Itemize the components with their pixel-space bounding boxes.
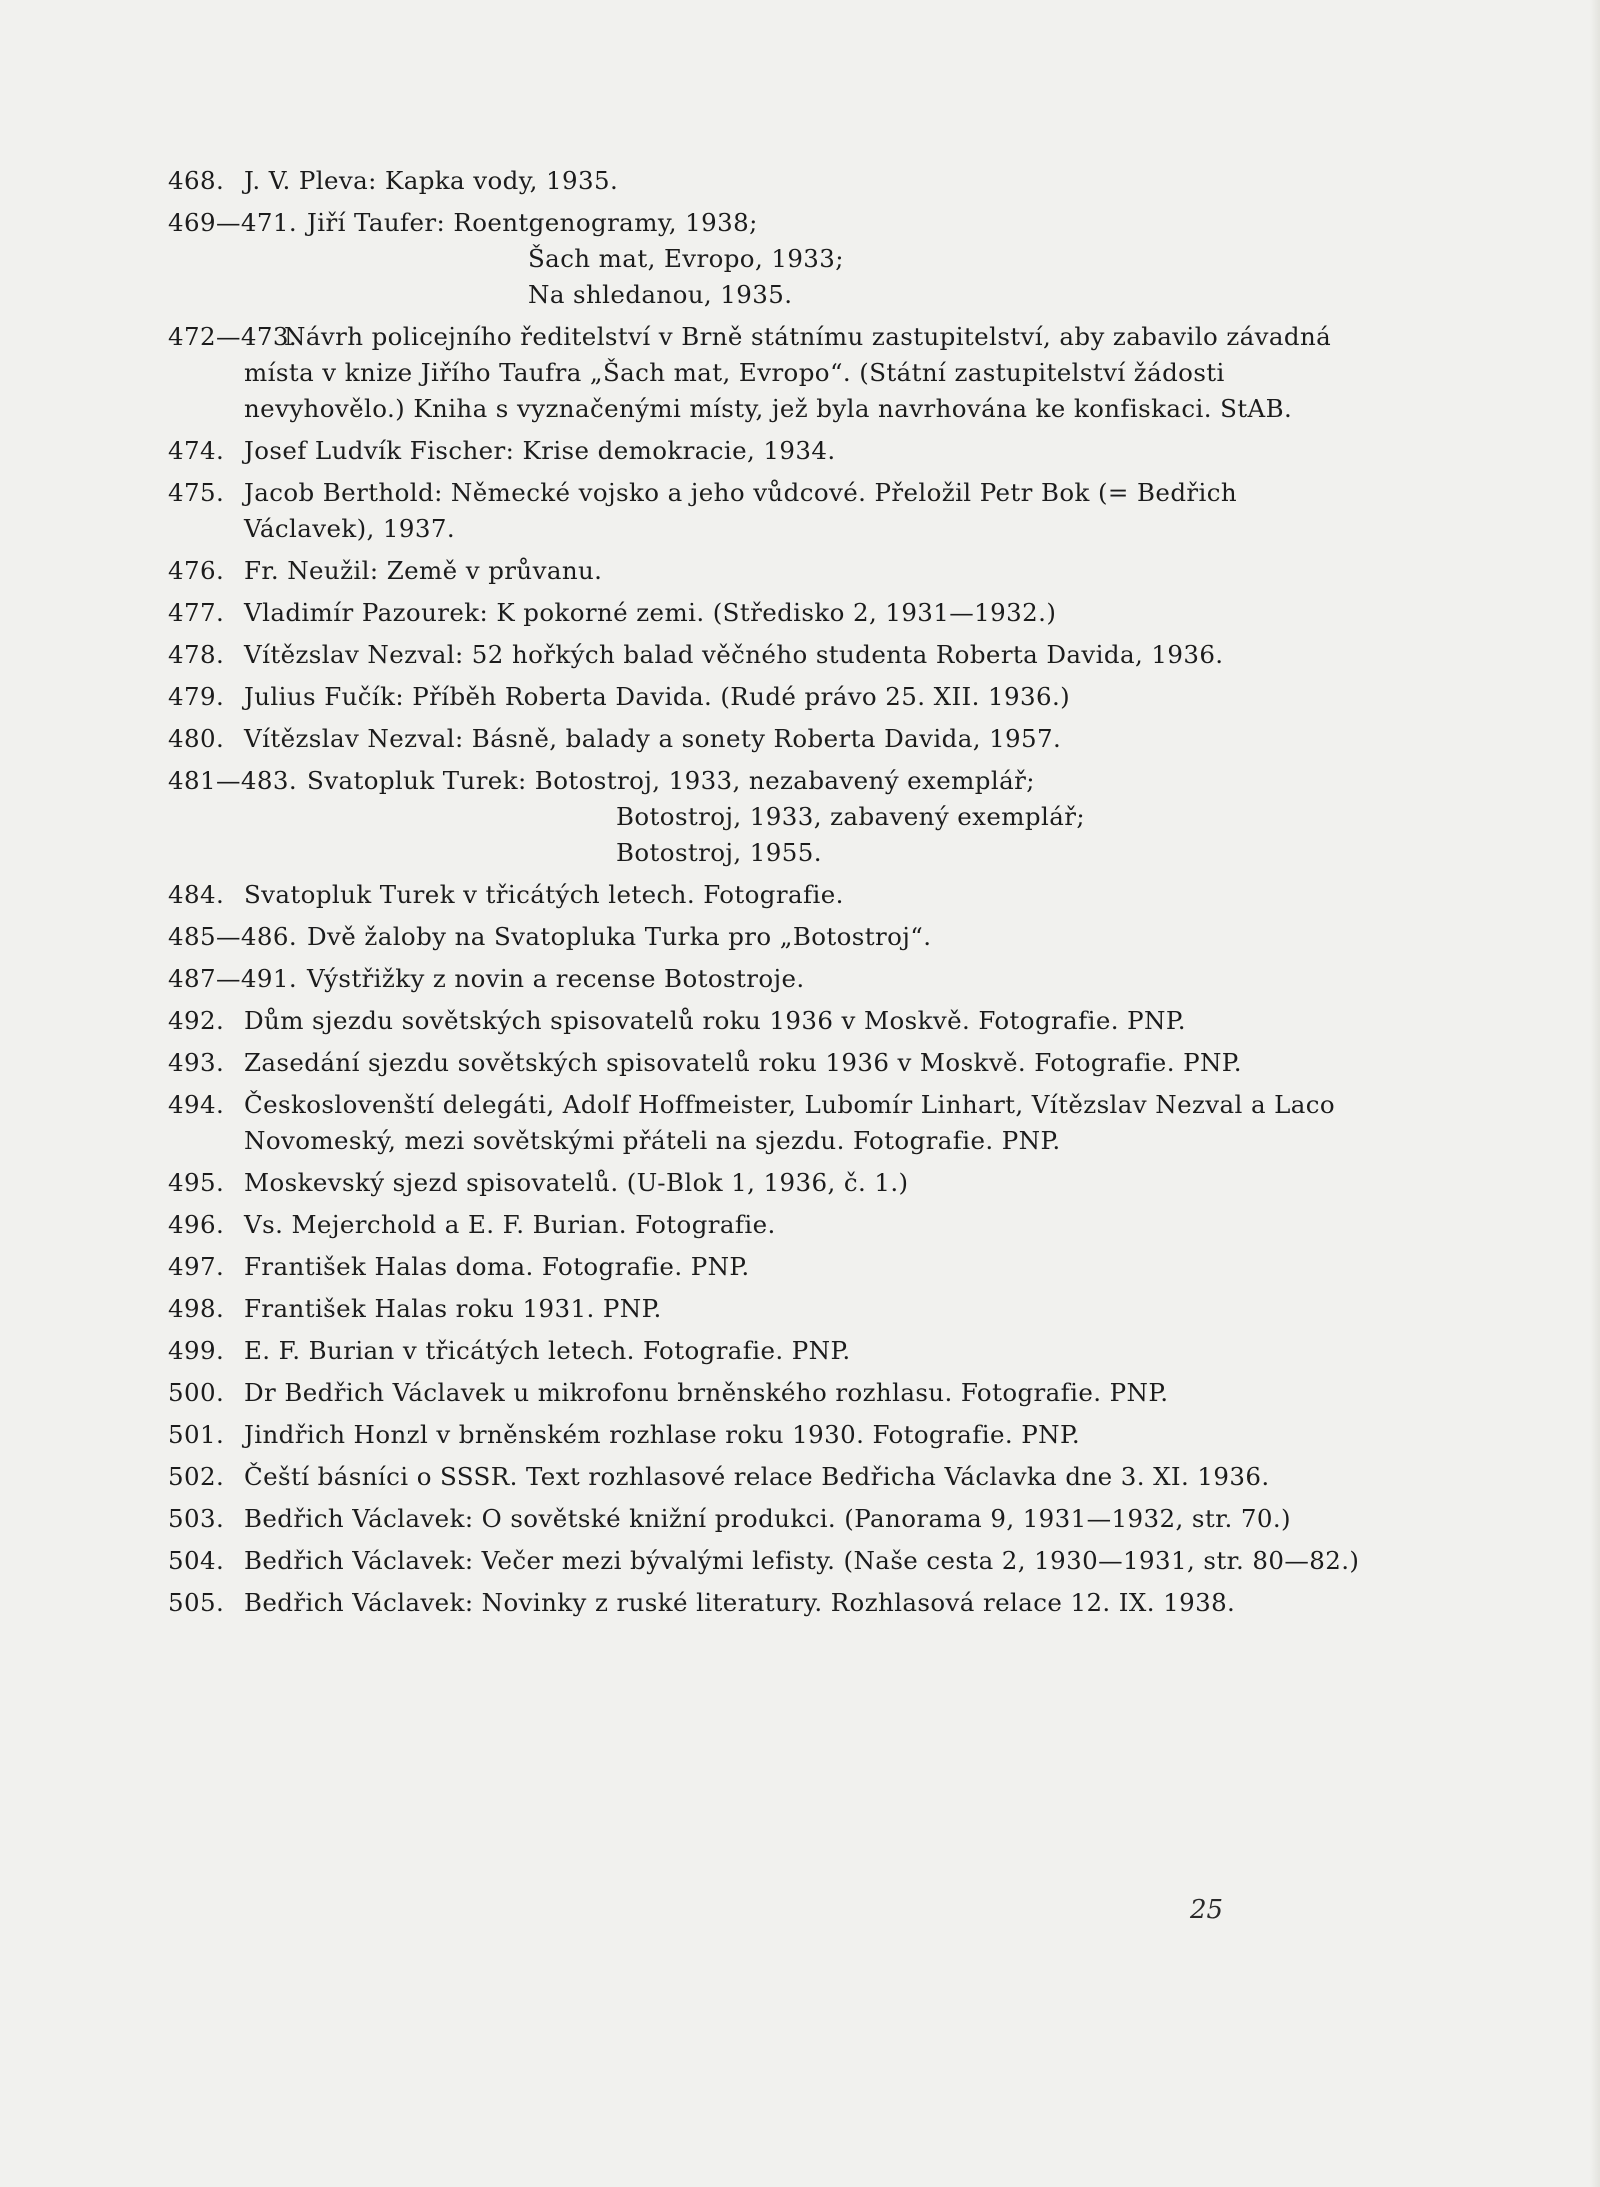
entry-text: Dům sjezdu sovětských spisovatelů roku 1936 v Moskvě. Fotografie. PNP. xyxy=(244,1006,1186,1035)
entry-number: 505. xyxy=(168,1588,225,1617)
catalog-entry xyxy=(168,595,1368,631)
entry-text: Moskevský sjezd spisovatelů. (U-Blok 1, 1936, č. 1.) xyxy=(244,1168,909,1197)
catalog-entry xyxy=(168,763,1368,871)
catalog-entry xyxy=(168,1087,1368,1159)
catalog-entry xyxy=(168,1165,1368,1201)
entry-text: Zasedání sjezdu sovětských spisovatelů roku 1936 v Moskvě. Fotografie. PNP. xyxy=(244,1048,1242,1077)
catalog-entry xyxy=(168,877,1368,913)
page-number: 25 xyxy=(1190,1895,1224,1925)
entry-text: E. F. Burian v třicátých letech. Fotografie. PNP. xyxy=(244,1336,851,1365)
catalog-entry xyxy=(168,1417,1368,1453)
catalog-entry xyxy=(168,637,1368,673)
entry-text: Dvě žaloby na Svatopluka Turka pro „Botostroj“. xyxy=(307,922,932,951)
entry-number: 492. xyxy=(168,1006,225,1035)
entry-text: Bedřich Václavek: Večer mezi bývalými lefisty. (Naše cesta 2, 1930—1931, str. 80—82.) xyxy=(244,1546,1360,1575)
catalog-entry xyxy=(168,1291,1368,1327)
entry-text: Svatopluk Turek: Botostroj, 1933, nezabavený exemplář; xyxy=(307,766,1035,795)
entry-number: 468. xyxy=(168,166,225,195)
catalog-entry xyxy=(168,1585,1368,1621)
catalog-entry xyxy=(168,475,1368,547)
entry-number: 469—471. xyxy=(168,208,298,237)
catalog-entry xyxy=(168,1045,1368,1081)
entry-number: 501. xyxy=(168,1420,225,1449)
entry-text: Julius Fučík: Příběh Roberta Davida. (Rudé právo 25. XII. 1936.) xyxy=(244,682,1071,711)
entry-text: Vs. Mejerchold a E. F. Burian. Fotografie. xyxy=(244,1210,776,1239)
entry-text: J. V. Pleva: Kapka vody, 1935. xyxy=(244,166,619,195)
entry-number: 475. xyxy=(168,478,225,507)
entry-number: 500. xyxy=(168,1378,225,1407)
entry-text: Bedřich Václavek: Novinky z ruské literatury. Rozhlasová relace 12. IX. 1938. xyxy=(244,1588,1236,1617)
entry-number: 476. xyxy=(168,556,225,585)
entry-text: Čeští básníci o SSSR. Text rozhlasové relace Bedřicha Václavka dne 3. XI. 1936. xyxy=(244,1462,1270,1491)
entry-continuation: Botostroj, 1955. xyxy=(616,838,822,867)
catalog-entries xyxy=(168,163,1368,1627)
entry-number: 496. xyxy=(168,1210,225,1239)
entry-number: 487—491. xyxy=(168,964,298,993)
catalog-entry xyxy=(168,679,1368,715)
entry-continuation: Šach mat, Evropo, 1933; xyxy=(528,244,844,273)
entry-text: Vladimír Pazourek: K pokorné zemi. (Středisko 2, 1931—1932.) xyxy=(244,598,1057,627)
entry-number: 493. xyxy=(168,1048,225,1077)
catalog-entry xyxy=(168,1375,1368,1411)
catalog-entry xyxy=(168,319,1368,427)
catalog-entry xyxy=(168,1207,1368,1243)
catalog-entry xyxy=(168,1333,1368,1369)
entry-text: Jindřich Honzl v brněnském rozhlase roku 1930. Fotografie. PNP. xyxy=(244,1420,1081,1449)
catalog-entry xyxy=(168,553,1368,589)
entry-number: 499. xyxy=(168,1336,225,1365)
entry-number: 503. xyxy=(168,1504,225,1533)
catalog-entry xyxy=(168,961,1368,997)
entry-number: 477. xyxy=(168,598,225,627)
entry-text: Bedřich Václavek: O sovětské knižní produkci. (Panorama 9, 1931—1932, str. 70.) xyxy=(244,1504,1292,1533)
catalog-entry xyxy=(168,1249,1368,1285)
entry-number: 480. xyxy=(168,724,225,753)
catalog-entry xyxy=(168,1003,1368,1039)
entry-number: 502. xyxy=(168,1462,225,1491)
entry-number: 485—486. xyxy=(168,922,298,951)
entry-text: Vítězslav Nezval: 52 hořkých balad věčného studenta Roberta Davida, 1936. xyxy=(244,640,1224,669)
entry-text: František Halas doma. Fotografie. PNP. xyxy=(244,1252,750,1281)
catalog-entry xyxy=(168,721,1368,757)
entry-text: Fr. Neužil: Země v průvanu. xyxy=(244,556,603,585)
entry-number: 498. xyxy=(168,1294,225,1323)
page-edge xyxy=(1590,0,1600,2187)
catalog-entry xyxy=(168,163,1368,199)
entry-number: 474. xyxy=(168,436,225,465)
entry-text: Josef Ludvík Fischer: Krise demokracie, 1934. xyxy=(244,436,836,465)
entry-continuation: Botostroj, 1933, zabavený exemplář; xyxy=(616,802,1086,831)
catalog-entry xyxy=(168,1459,1368,1495)
entry-number: 472—473. xyxy=(168,322,298,351)
entry-number: 495. xyxy=(168,1168,225,1197)
entry-number: 497. xyxy=(168,1252,225,1281)
entry-text: Dr Bedřich Václavek u mikrofonu brněnského rozhlasu. Fotografie. PNP. xyxy=(244,1378,1169,1407)
entry-text: František Halas roku 1931. PNP. xyxy=(244,1294,662,1323)
entry-number: 494. xyxy=(168,1090,225,1119)
entry-number: 478. xyxy=(168,640,225,669)
catalog-entry xyxy=(168,433,1368,469)
entry-text: Výstřižky z novin a recense Botostroje. xyxy=(307,964,805,993)
entry-text: Českoslovenští delegáti, Adolf Hoffmeister, Lubomír Linhart, Vítězslav Nezval a Laco Novomeský, mezi sovětskými přáteli na sjezdu. Fotografie. PNP. xyxy=(244,1090,1336,1155)
entry-text: Svatopluk Turek v třicátých letech. Fotografie. xyxy=(244,880,844,909)
catalog-entry xyxy=(168,205,1368,313)
catalog-entry xyxy=(168,1501,1368,1537)
entry-number: 504. xyxy=(168,1546,225,1575)
catalog-entry xyxy=(168,1543,1368,1579)
entry-text: Jiří Taufer: Roentgenogramy, 1938; xyxy=(307,208,758,237)
entry-number: 481—483. xyxy=(168,766,298,795)
entry-text: Vítězslav Nezval: Básně, balady a sonety Roberta Davida, 1957. xyxy=(244,724,1062,753)
entry-text: Jacob Berthold: Německé vojsko a jeho vůdcové. Přeložil Petr Bok (= Bedřich Václavek), 1937. xyxy=(244,478,1238,543)
entry-text: Návrh policejního ředitelství v Brně státnímu zastupitelství, aby zabavilo závadná místa v knize Jiřího Taufra „Šach mat, Evropo“. (Státní zastupitelství žádosti nevyhovělo.) Kniha s vyznačenými místy, jež byla navrhována ke konfiskaci. StAB. xyxy=(244,322,1332,423)
entry-number: 479. xyxy=(168,682,225,711)
catalog-entry xyxy=(168,919,1368,955)
entry-continuation: Na shledanou, 1935. xyxy=(528,280,793,309)
entry-number: 484. xyxy=(168,880,225,909)
